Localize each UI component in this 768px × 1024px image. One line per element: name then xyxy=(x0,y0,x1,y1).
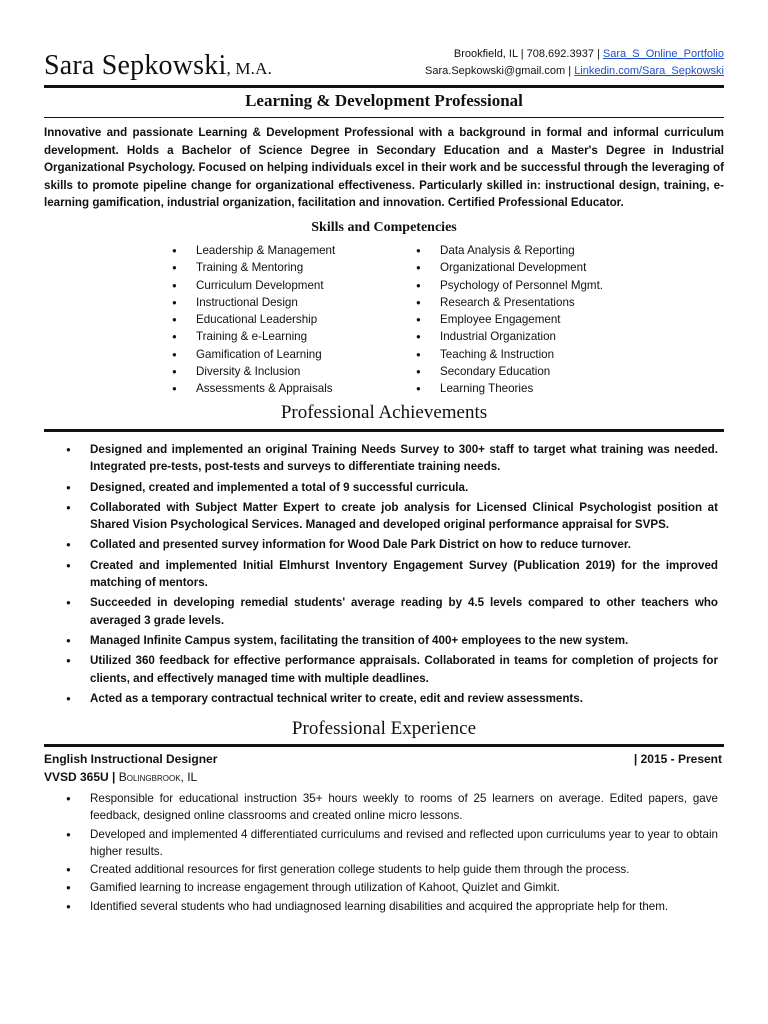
achievement-item: ● Utilized 360 feedback for effective performance appraisals. Collaborated in teams for completion of projects for clients, and effectively managed time with multiple deadlines. xyxy=(64,652,718,687)
achievement-item: ● Designed and implemented an original Training Needs Survey to 300+ staff to target what training was needed. Integrated pre-tests, post-tests and surveys to differentiate training needs. xyxy=(64,441,718,476)
org-name: VVSD 365U | xyxy=(44,770,116,784)
achievement-item: ● Collaborated with Subject Matter Expert to create job analysis for Licensed Clinical Psychologist position at Shared Vision Psychological Services. Managed and developed original performance appraisal for SVPS. xyxy=(64,499,718,534)
portfolio-link[interactable]: Sara_S_Online_Portfolio xyxy=(602,48,724,60)
skill-item: ● Leadership & Management xyxy=(172,242,335,259)
org-location: Bolingbrook, IL xyxy=(118,770,198,784)
skills-list-left xyxy=(172,242,335,398)
experience-divider xyxy=(44,744,724,747)
achievements-divider xyxy=(44,429,724,432)
achievement-item: ● Collated and presented survey information for Wood Dale Park District on how to reduce turnover. xyxy=(64,536,718,553)
contact-line-2 xyxy=(425,63,724,80)
experience-item: ● Responsible for educational instruction 35+ hours weekly to rooms of 25 learners on average. Edited papers, gave feedback, designed online classrooms and created online micro lessons. xyxy=(64,790,718,825)
skills-heading: Skills and Competencies xyxy=(311,220,457,235)
achievements-heading: Professional Achievements xyxy=(280,402,488,423)
skill-item: ● Learning Theories xyxy=(416,380,603,397)
linkedin-link[interactable]: Linkedin.com/Sara_Sepkowski xyxy=(574,65,724,77)
experience-item: ● Gamified learning to increase engagement through utilization of Kahoot, Quizlet and Gimkit. xyxy=(64,879,718,896)
skill-item: ● Data Analysis & Reporting xyxy=(416,242,603,259)
candidate-name xyxy=(44,50,272,82)
email-text: Sara.Sepkowski@gmail.com | xyxy=(425,65,572,77)
skill-item: ● Assessments & Appraisals xyxy=(172,380,335,397)
achievement-item: ● Acted as a temporary contractual technical writer to create, edit and review assessments. xyxy=(64,690,718,707)
achievement-item: ● Designed, created and implemented a total of 9 successful curricula. xyxy=(64,479,718,496)
name-text: Sara Sepkowski xyxy=(44,50,227,81)
skills-list-right xyxy=(416,242,603,398)
experience-heading: Professional Experience xyxy=(291,718,477,739)
job-dates: | 2015 - Present xyxy=(633,752,722,766)
skill-item: ● Teaching & Instruction xyxy=(416,346,603,363)
skill-item: ● Organizational Development xyxy=(416,259,603,276)
skill-item: ● Research & Presentations xyxy=(416,294,603,311)
experience-item: ● Created additional resources for first generation college students to help guide them through the process. xyxy=(64,861,718,878)
skill-item: ● Instructional Design xyxy=(172,294,335,311)
experience-item: ● Identified several students who had undiagnosed learning disabilities and acquired the appropriate help for them. xyxy=(64,898,718,915)
skill-item: ● Educational Leadership xyxy=(172,311,335,328)
skill-item: ● Curriculum Development xyxy=(172,277,335,294)
skill-item: ● Secondary Education xyxy=(416,363,603,380)
job-title: English Instructional Designer xyxy=(44,752,218,766)
job-organization xyxy=(44,770,197,784)
skill-item: ● Training & e-Learning xyxy=(172,328,335,345)
location-phone: Brookfield, IL | 708.692.3937 | xyxy=(453,48,600,60)
skill-item: ● Diversity & Inclusion xyxy=(172,363,335,380)
credential-text: , M.A. xyxy=(226,59,273,78)
skill-item: ● Psychology of Personnel Mgmt. xyxy=(416,277,603,294)
achievement-item: ● Managed Infinite Campus system, facilitating the transition of 400+ employees to the new system. xyxy=(64,632,718,649)
summary-paragraph: Innovative and passionate Learning & Development Professional with a background in formal and informal curriculum development. Holds a Bachelor of Science Degree in Secondary Education and a Master's Degree in Industrial Organizational Psychology. Focused on helping individuals excel in their work and be successful through the leveraging of skills to promote pipeline change for organizational effectiveness. Particularly skilled in: instructional design, training, e-learning gamification, industrial organization, facilitation and innovation. Certified Professional Educator. xyxy=(44,126,724,209)
resume-header xyxy=(44,44,724,84)
achievement-item: ● Created and implemented Initial Elmhurst Inventory Engagement Survey (Publication 2019) for the improved matching of mentors. xyxy=(64,557,718,592)
achievement-item: ● Succeeded in developing remedial students' average reading by 4.5 levels compared to other teachers who averaged 3 grade levels. xyxy=(64,594,718,629)
contact-line-1 xyxy=(425,46,724,63)
header-divider xyxy=(44,85,724,88)
skill-item: ● Training & Mentoring xyxy=(172,259,335,276)
professional-title: Learning & Development Professional xyxy=(245,91,523,110)
skill-item: ● Gamification of Learning xyxy=(172,346,335,363)
achievements-list xyxy=(64,441,718,710)
contact-block xyxy=(425,46,724,80)
skill-item: ● Employee Engagement xyxy=(416,311,603,328)
skill-item: ● Industrial Organization xyxy=(416,328,603,345)
experience-list xyxy=(64,790,718,916)
experience-item: ● Developed and implemented 4 differentiated curriculums and revised and reflected upon curriculums year to year to obtain higher results. xyxy=(64,826,718,861)
title-divider xyxy=(44,117,724,118)
